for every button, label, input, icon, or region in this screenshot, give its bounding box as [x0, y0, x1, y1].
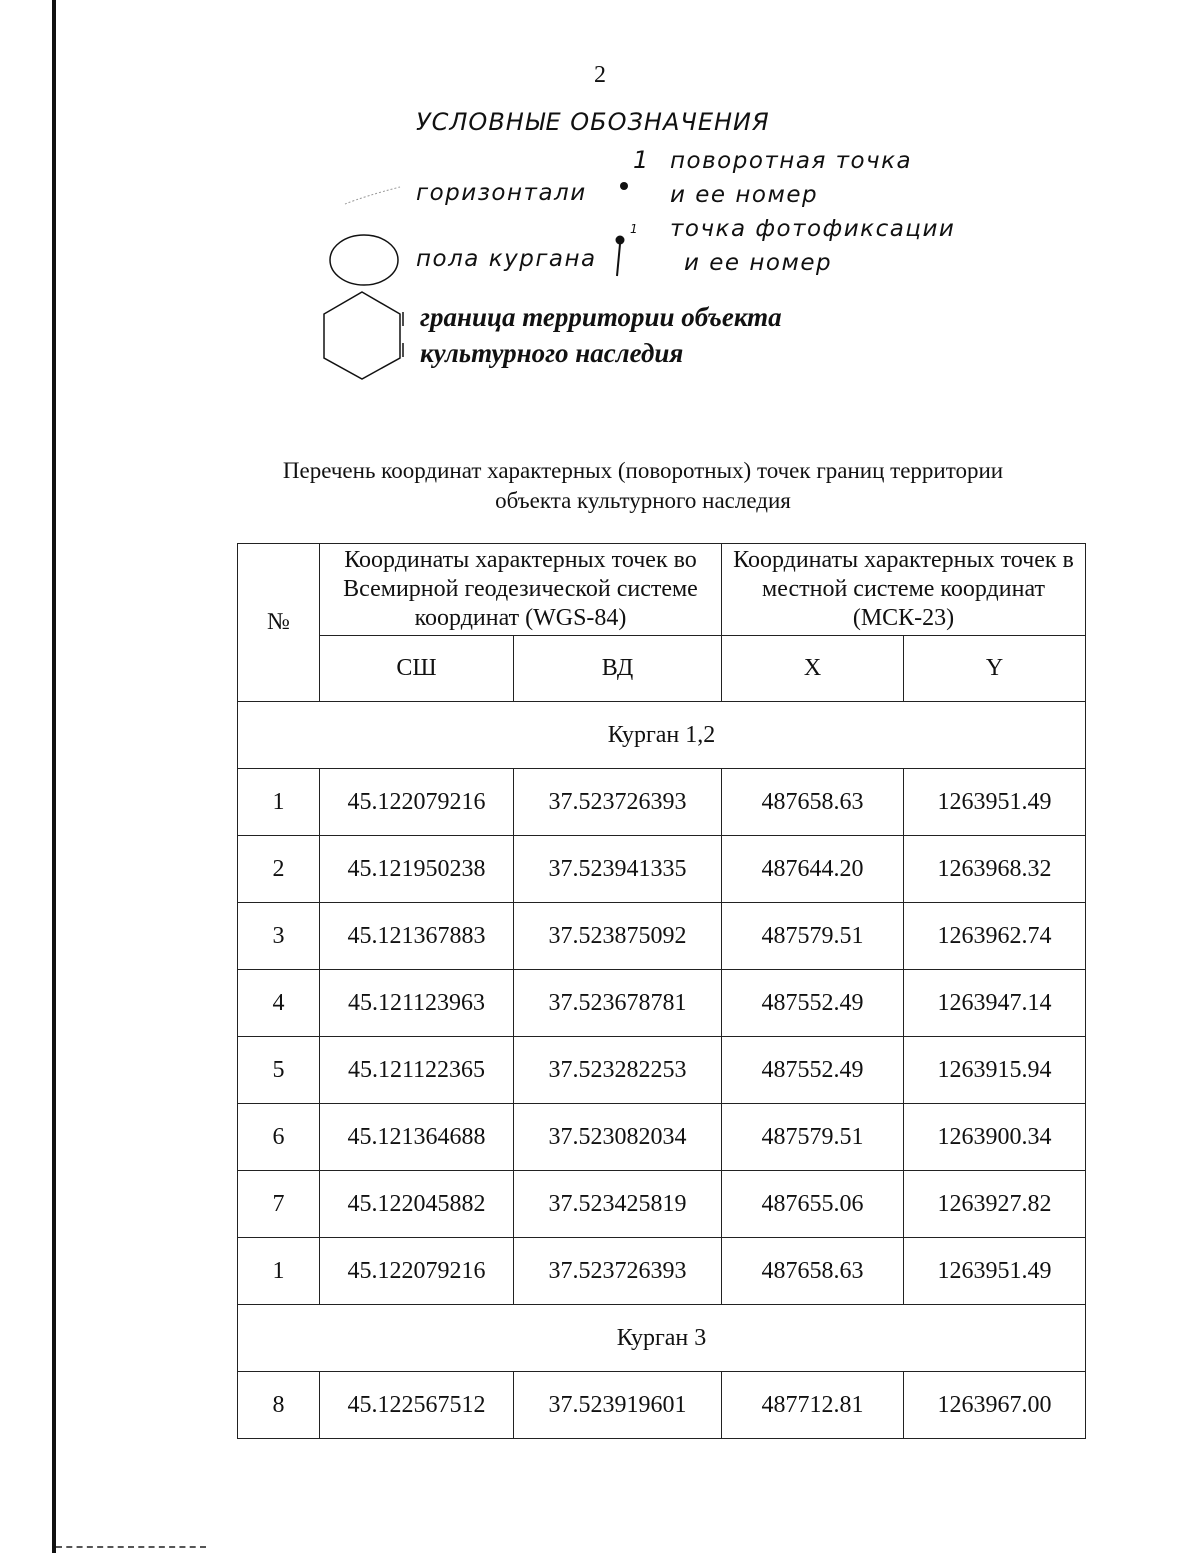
cell-y: 1263951.49: [904, 1238, 1086, 1305]
cell-x: 487579.51: [722, 903, 904, 970]
cell-x: 487658.63: [722, 1238, 904, 1305]
cell-lat: 45.121122365: [320, 1037, 514, 1104]
table-row: [238, 769, 1086, 836]
table-row: [238, 903, 1086, 970]
cell-number: 7: [238, 1171, 320, 1238]
cell-lon: 37.523875092: [514, 903, 722, 970]
photo-point-marker-icon: [616, 236, 625, 277]
legend-photo-point-number: 1: [630, 222, 638, 236]
wgs-group-header: Координаты характерных точек во Всемирной геодезической системе координат (WGS-84): [320, 544, 722, 636]
cell-x: 487655.06: [722, 1171, 904, 1238]
cell-y: 1263968.32: [904, 836, 1086, 903]
cell-lat: 45.121950238: [320, 836, 514, 903]
cell-lon: 37.523425819: [514, 1171, 722, 1238]
table-row: [238, 1372, 1086, 1439]
cell-number: 2: [238, 836, 320, 903]
col-lat-header: СШ: [320, 636, 514, 702]
cell-lon: 37.523919601: [514, 1372, 722, 1439]
cell-number: 8: [238, 1372, 320, 1439]
legend-photo-point-line2: и ее номер: [684, 250, 833, 276]
hexagon-boundary-icon: [324, 292, 400, 379]
cell-y: 1263951.49: [904, 769, 1086, 836]
table-row: [238, 1104, 1086, 1171]
cell-x: 487658.63: [722, 769, 904, 836]
cell-x: 487552.49: [722, 970, 904, 1037]
legend: [0, 0, 1200, 420]
cell-lon: 37.523941335: [514, 836, 722, 903]
table-row: [238, 836, 1086, 903]
cell-lat: 45.121123963: [320, 970, 514, 1037]
cell-x: 487552.49: [722, 1037, 904, 1104]
legend-boundary-line1: граница территории объекта: [420, 302, 782, 332]
cell-lat: 45.122567512: [320, 1372, 514, 1439]
coordinates-table: [237, 543, 1086, 1439]
cell-lon: 37.523726393: [514, 769, 722, 836]
cell-number: 3: [238, 903, 320, 970]
msk-group-header: Координаты характерных точек в местной системе координат (МСК-23): [722, 544, 1086, 636]
col-lon-header: ВД: [514, 636, 722, 702]
table-row: [238, 970, 1086, 1037]
col-x-header: X: [722, 636, 904, 702]
cell-number: 1: [238, 769, 320, 836]
cell-x: 487644.20: [722, 836, 904, 903]
table-heading: [220, 456, 1066, 516]
col-y-header: Y: [904, 636, 1086, 702]
legend-turn-point-number: 1: [633, 146, 649, 174]
col-number-header: №: [238, 544, 320, 702]
table-row: [238, 1037, 1086, 1104]
cell-y: 1263962.74: [904, 903, 1086, 970]
contour-line-icon: [345, 187, 400, 204]
cell-number: 6: [238, 1104, 320, 1171]
cell-y: 1263967.00: [904, 1372, 1086, 1439]
cell-number: 4: [238, 970, 320, 1037]
legend-contours-label: горизонтали: [416, 180, 587, 206]
cell-lon: 37.523726393: [514, 1238, 722, 1305]
legend-boundary-line2: культурного наследия: [420, 338, 684, 368]
table-heading-line1: Перечень координат характерных (поворотных) точек границ территории: [282, 458, 1004, 483]
turn-point-dot-icon: [620, 182, 628, 190]
legend-turn-point-line1: поворотная точка: [670, 148, 913, 174]
cell-x: 487712.81: [722, 1372, 904, 1439]
cell-lat: 45.122079216: [320, 1238, 514, 1305]
cell-number: 5: [238, 1037, 320, 1104]
cell-x: 487579.51: [722, 1104, 904, 1171]
cell-y: 1263947.14: [904, 970, 1086, 1037]
table-heading-line2: объекта культурного наследия: [495, 488, 791, 513]
legend-title: УСЛОВНЫЕ ОБОЗНАЧЕНИЯ: [416, 108, 770, 136]
cell-lat: 45.122045882: [320, 1171, 514, 1238]
scan-bottom-mark: [56, 1546, 206, 1551]
section-title: Курган 1,2: [238, 702, 1086, 769]
cell-y: 1263900.34: [904, 1104, 1086, 1171]
cell-y: 1263915.94: [904, 1037, 1086, 1104]
cell-lat: 45.121367883: [320, 903, 514, 970]
table-row: [238, 1238, 1086, 1305]
cell-y: 1263927.82: [904, 1171, 1086, 1238]
cell-lat: 45.122079216: [320, 769, 514, 836]
table-row: [238, 1171, 1086, 1238]
cell-lon: 37.523082034: [514, 1104, 722, 1171]
cell-lon: 37.523678781: [514, 970, 722, 1037]
cell-lon: 37.523282253: [514, 1037, 722, 1104]
legend-mound-floor-label: пола кургана: [416, 246, 597, 272]
legend-photo-point-line1: точка фотофиксации: [670, 216, 956, 242]
page-number: 2: [594, 62, 606, 88]
legend-turn-point-line2: и ее номер: [670, 182, 819, 208]
section-title: Курган 3: [238, 1305, 1086, 1372]
cell-lat: 45.121364688: [320, 1104, 514, 1171]
cell-number: 1: [238, 1238, 320, 1305]
ellipse-icon: [330, 235, 398, 285]
